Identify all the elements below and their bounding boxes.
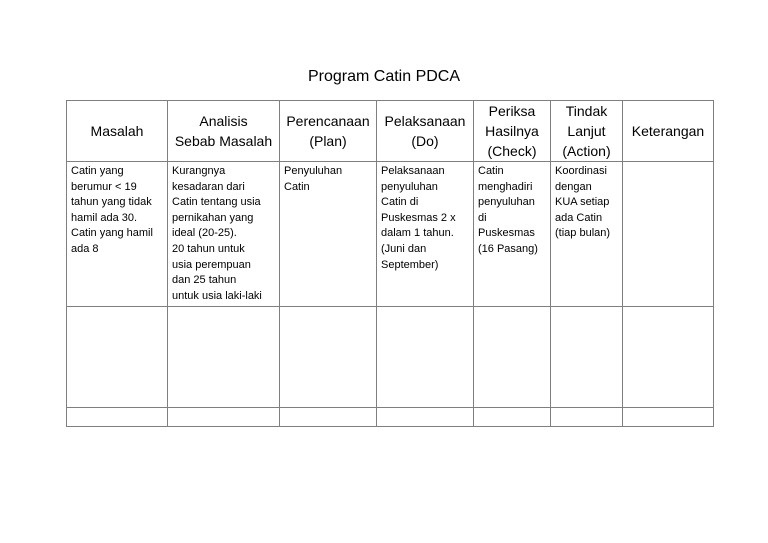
cell-perencanaan: Penyuluhan Catin [280,162,377,307]
empty-cell [474,307,551,408]
cell-tindak-lanjut: Koordinasi dengan KUA setiap ada Catin (tiap bulan) [551,162,623,307]
table-row [67,162,714,307]
cell-masalah: Catin yang berumur < 19 tahun yang tidak hamil ada 30. Catin yang hamil ada 8 [67,162,168,307]
cell-periksa: Catin menghadiri penyuluhan di Puskesmas (16 Pasang) [474,162,551,307]
empty-cell [623,307,714,408]
document-title: Program Catin PDCA [307,68,461,85]
empty-cell [474,408,551,427]
cell-pelaksanaan: Pelaksanaan penyuluhan Catin di Puskesmas 2 x dalam 1 tahun. (Juni dan September) [377,162,474,307]
empty-cell [377,408,474,427]
header-pelaksanaan: Pelaksanaan (Do) [377,101,474,162]
empty-cell [280,408,377,427]
header-periksa: Periksa Hasilnya (Check) [474,101,551,162]
header-keterangan: Keterangan [623,101,714,162]
table-row-empty [67,307,714,408]
cell-keterangan [623,162,714,307]
empty-cell [551,408,623,427]
empty-cell [67,408,168,427]
header-tindak-lanjut: Tindak Lanjut (Action) [551,101,623,162]
empty-cell [551,307,623,408]
empty-cell [168,307,280,408]
table-header-row [67,101,714,162]
empty-cell [67,307,168,408]
empty-cell [280,307,377,408]
empty-cell [168,408,280,427]
pdca-table [66,100,714,427]
header-masalah: Masalah [67,101,168,162]
header-perencanaan: Perencanaan (Plan) [280,101,377,162]
header-analisis: Analisis Sebab Masalah [168,101,280,162]
table-row-empty [67,408,714,427]
empty-cell [377,307,474,408]
cell-analisis: Kurangnya kesadaran dari Catin tentang usia pernikahan yang ideal (20-25). 20 tahun untuk usia perempuan dan 25 tahun untuk usia laki-laki [168,162,280,307]
empty-cell [623,408,714,427]
